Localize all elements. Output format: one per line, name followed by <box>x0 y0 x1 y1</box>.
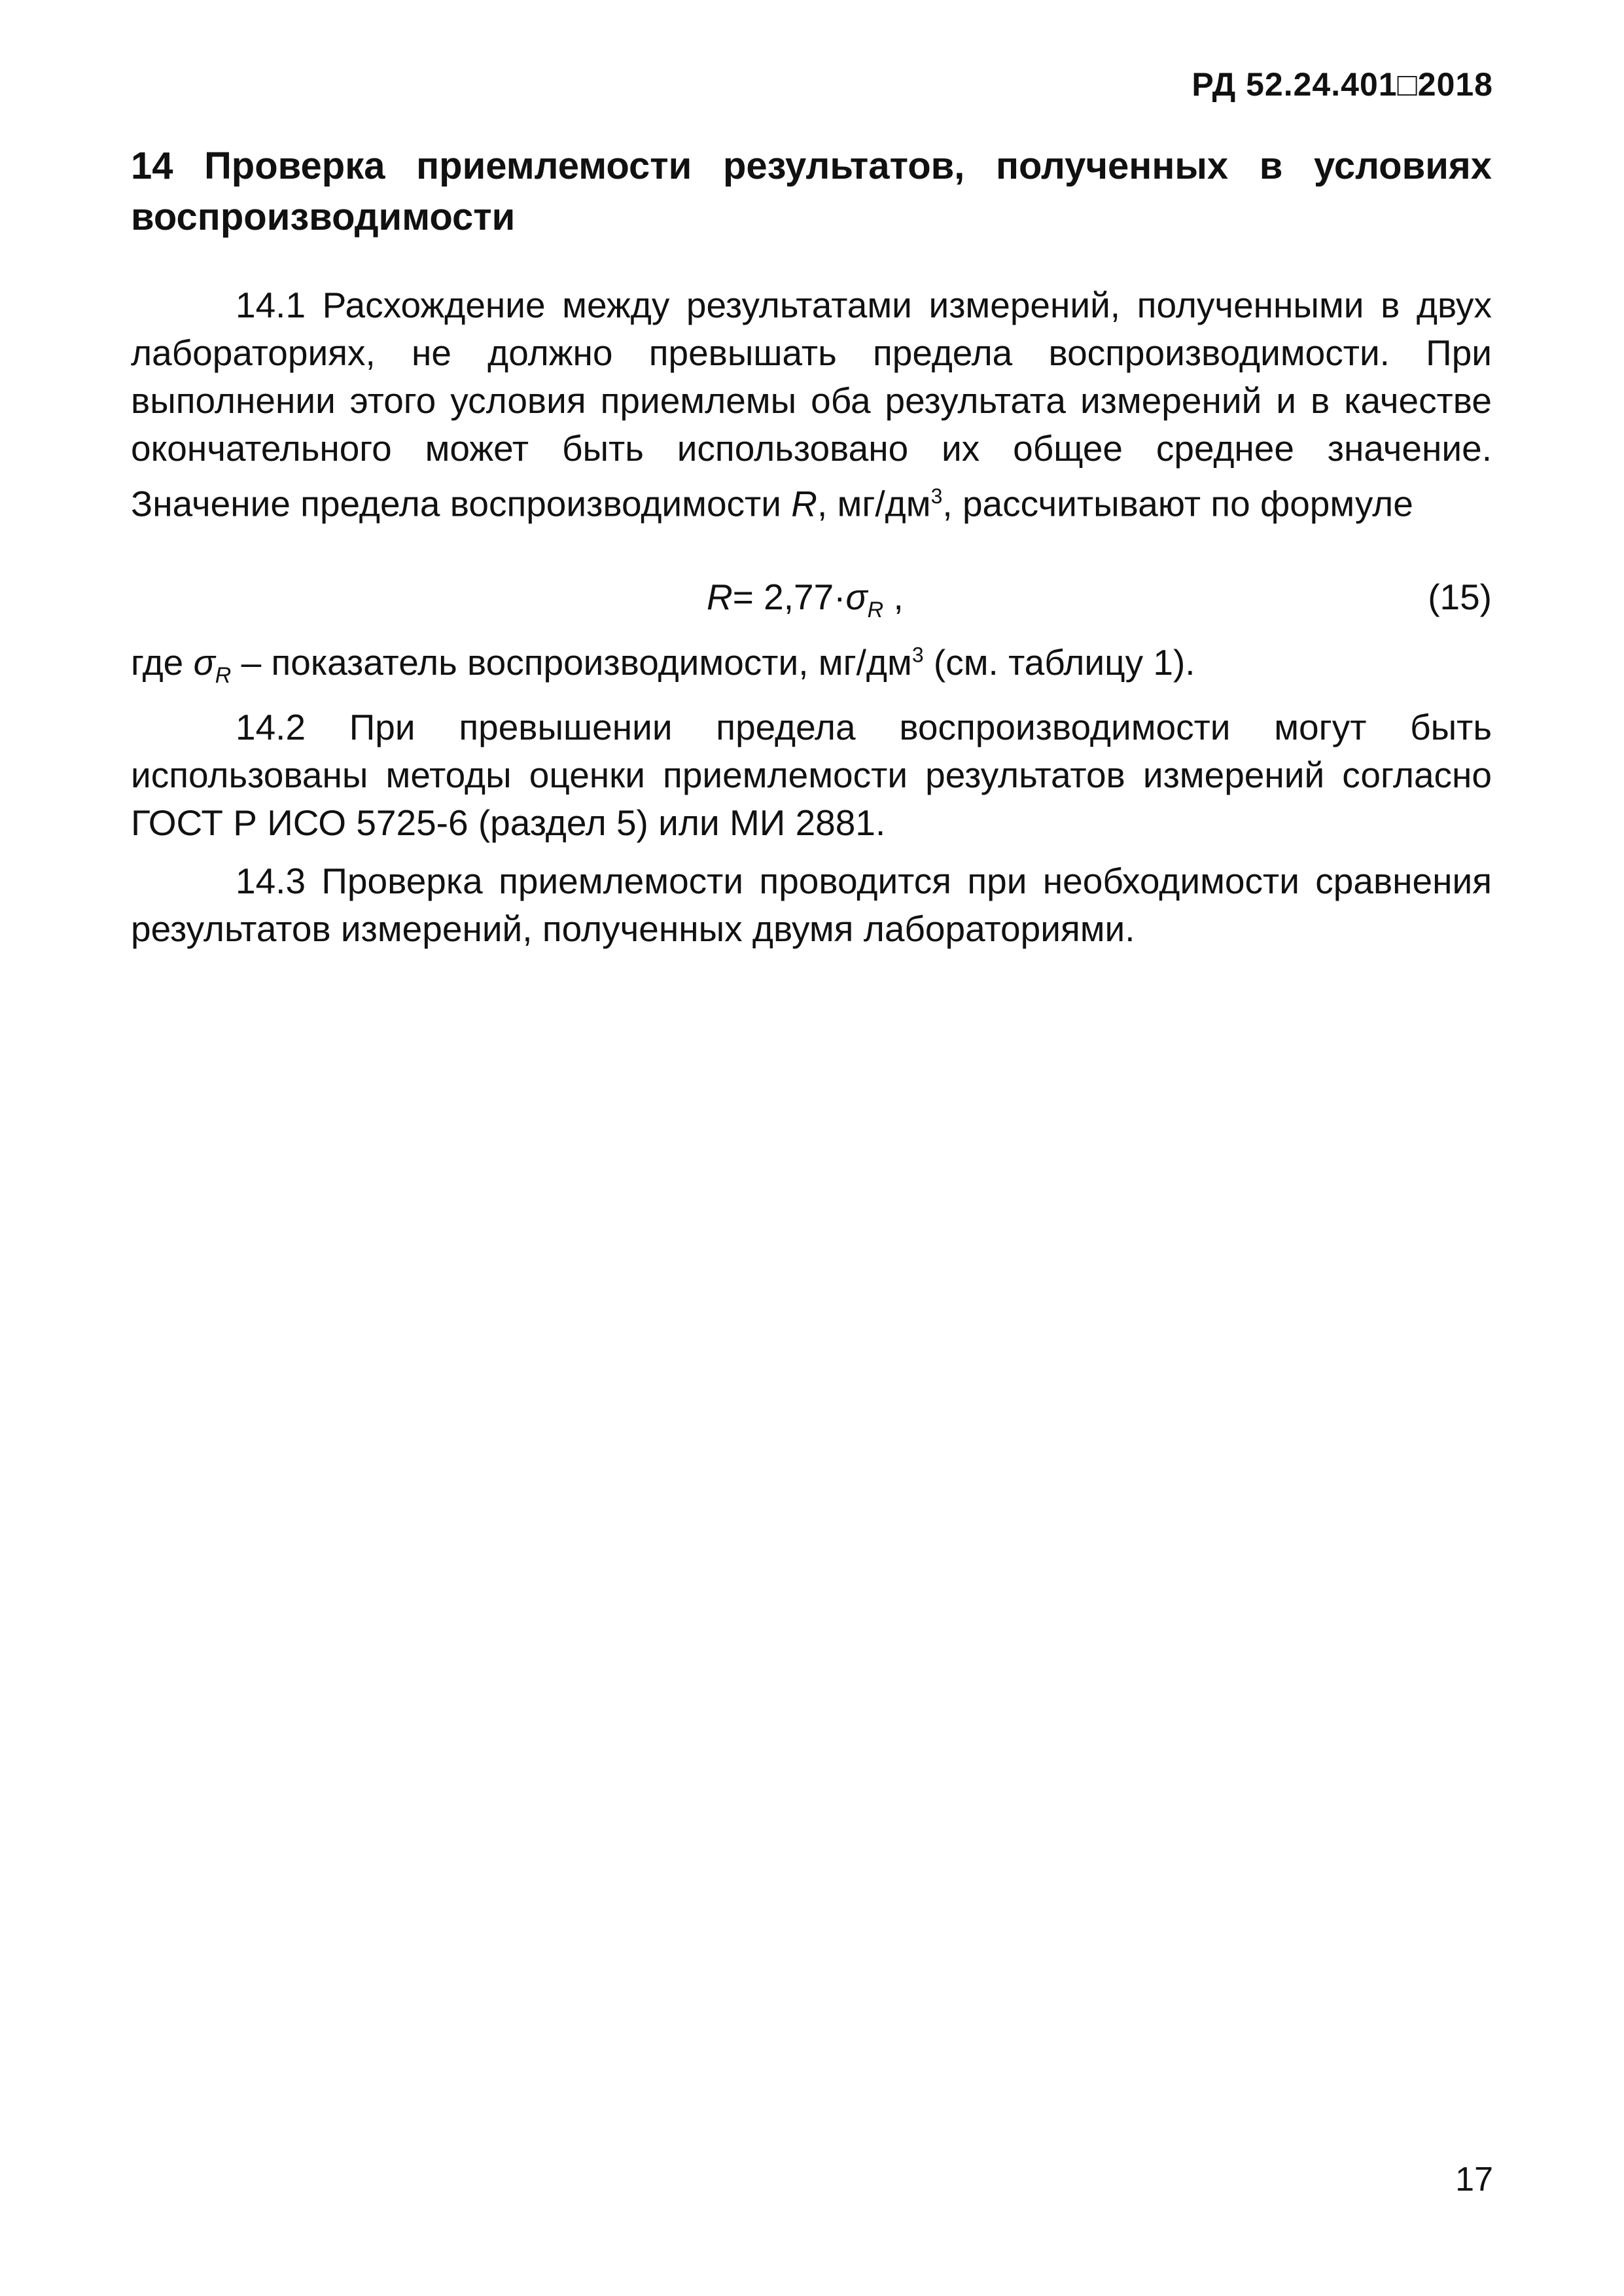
document-code: РД 52.24.401□2018 <box>1192 66 1493 103</box>
where-clause <box>131 641 1492 689</box>
section-heading: 14 Проверка приемлемости результатов, полученных в условиях воспроизводимости <box>131 145 1492 238</box>
where-suffix: (см. таблицу 1). <box>923 642 1195 683</box>
paragraph-14-2 <box>131 704 1492 847</box>
r-symbol: R <box>791 483 817 524</box>
paragraph-14-1-text: 14.1 Расхождение между результатами измерений, полученными в двух лабораториях, не должно превышать предела воспроизводимости. При выполнении этого условия приемлемы оба результата измерений и в качестве окончательного может быть использовано их общее среднее значение. Значение предела воспроизводимости <box>131 285 1492 524</box>
page-number: 17 <box>1455 2161 1493 2198</box>
formula-lhs: R <box>707 577 733 617</box>
paragraph-14-2-text: 14.2 При превышении предела воспроизводимости могут быть использованы методы оценки приемлемости результатов измерений согласно ГОСТ Р ИСО 5725-6 (раздел 5) или МИ 2881. <box>131 707 1492 843</box>
equation-number: (15) <box>1428 577 1492 617</box>
formula <box>707 576 904 623</box>
formula-mid: = 2,77· <box>732 577 846 617</box>
paragraph-14-3-text: 14.3 Проверка приемлемости проводится при необходимости сравнения результатов измерений, полученных двумя лабораториями. <box>131 861 1492 949</box>
formula-sigma: σ <box>845 577 868 617</box>
paragraph-14-3 <box>131 857 1492 953</box>
where-superscript: 3 <box>911 643 924 667</box>
formula-tail: , <box>883 577 904 617</box>
unit-text: , мг/дм <box>817 483 931 524</box>
unit-superscript: 3 <box>930 484 943 508</box>
formula-row <box>131 576 1492 628</box>
where-text: – показатель воспроизводимости, мг/дм <box>231 642 912 683</box>
formula-sigma-sub: R <box>867 598 884 622</box>
paragraph-14-1 <box>131 281 1492 528</box>
where-sigma: σ <box>193 642 215 683</box>
where-sigma-sub: R <box>215 663 232 688</box>
paragraph-14-1-tail: , рассчитывают по формуле <box>942 483 1413 524</box>
where-prefix: где <box>131 642 194 683</box>
